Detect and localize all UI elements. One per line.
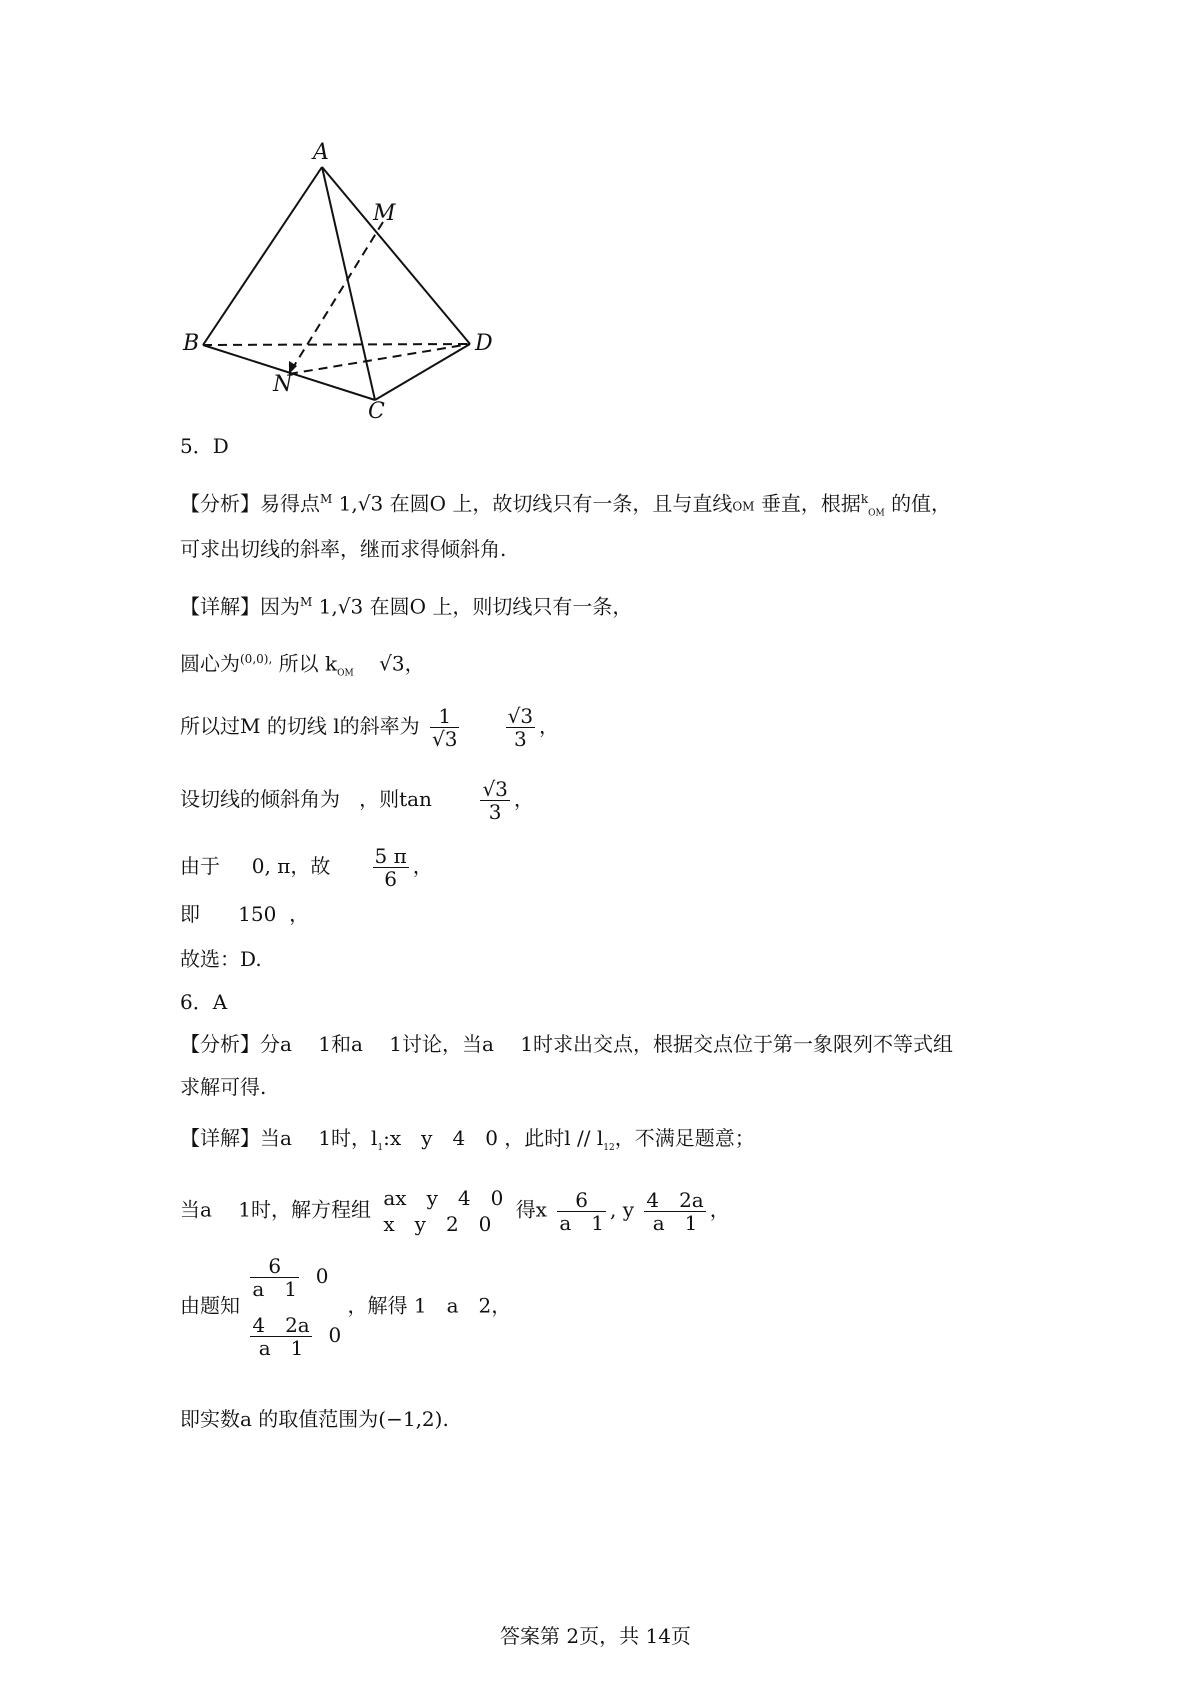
q5-center-k: k <box>324 651 338 676</box>
q5-angle-end: ， <box>513 787 534 811</box>
q6-analysis: 【分析】分a 1和a 1讨论，当a 1时求出交点，根据交点位于第一象限列不等式组 <box>180 1032 954 1056</box>
q5-slope-end: ， <box>539 714 560 738</box>
q5-center-prefix: 圆心为 <box>180 651 240 676</box>
q6-answer-val: (−1,2). <box>378 1407 449 1431</box>
q5-degree-end: ， <box>289 902 310 926</box>
q6-sys-y-den: a 1 <box>652 1210 698 1235</box>
q5-detail-rest: 在圆O 上，则切线只有一条， <box>369 594 633 619</box>
page-footer: 答案第 2页，共 14页 <box>500 1624 691 1648</box>
q6-detail-par-sub2: 2 <box>609 1143 615 1153</box>
edge-bd-dashed <box>203 344 470 345</box>
q5-detail-prefix: 【详解】因为 <box>180 594 300 619</box>
q5-detail <box>180 588 632 621</box>
q6-ineq1-num: 6 <box>250 1255 299 1278</box>
q5-range-val: 0, π，故 <box>251 854 331 878</box>
q6-sys-end: ， <box>709 1197 730 1222</box>
q6-ineq2-den: a 1 <box>258 1336 304 1360</box>
q5-slope-prefix: 所以过M 的切线 l的斜率为 <box>180 714 420 738</box>
q6-ineq-row2 <box>246 1314 341 1359</box>
q6-ineq-row1 <box>246 1255 341 1300</box>
q5-analysis-k: k <box>860 492 869 506</box>
q5-range-frac-den: 6 <box>384 867 398 891</box>
q5-choose: 故选：D. <box>180 947 262 971</box>
vertex-label-m: M <box>373 201 396 226</box>
q5-analysis-ksub: OM <box>868 508 885 519</box>
q6-detail <box>180 1124 755 1162</box>
edge-ab <box>203 167 322 345</box>
q5-slope-frac2-den: 3 <box>513 727 527 751</box>
q5-range-frac <box>373 845 409 890</box>
q5-angle-frac-den: 3 <box>488 800 502 824</box>
q6-ineq2-num: 4 2a <box>252 1313 310 1337</box>
q6-sys-y-num: 4 2a <box>646 1187 704 1212</box>
q6-detail-l: l <box>371 1126 378 1150</box>
segment-mn-dashed <box>289 222 383 374</box>
q6-sys-prefix: 当a 1时，解方程组 <box>180 1197 372 1222</box>
q6-ineq1-den: a 1 <box>252 1277 298 1301</box>
q5-angle-prefix: 设切线的倾斜角为 <box>180 787 340 811</box>
q5-center-val: (0,0), <box>240 652 273 666</box>
q6-inequality-system <box>246 1255 341 1359</box>
q6-ineq1-rel: 0 <box>315 1264 329 1288</box>
q6-sys-get: 得x <box>515 1197 547 1222</box>
q5-analysis-mid2: 垂直，根据 <box>760 491 861 516</box>
q5-analysis-om: OM <box>732 499 755 514</box>
q6-analysis-line2: 求解可得. <box>180 1075 267 1099</box>
q5-detail-point: 1,√3 <box>318 594 364 619</box>
q5-range-end: ， <box>412 854 433 878</box>
q6-detail-lsub: 1 <box>377 1143 384 1153</box>
q6-ineq-prefix: 由题知 <box>180 1293 240 1318</box>
q5-slope-frac1 <box>430 705 459 750</box>
q5-angle <box>180 778 534 823</box>
q5-detail-m: M <box>300 595 313 609</box>
q6-sys-comma: , y <box>609 1197 634 1222</box>
q6-title: 6．A <box>180 990 228 1014</box>
q5-angle-frac-num: √3 <box>482 777 508 801</box>
q5-center <box>180 645 425 688</box>
q5-center-mid: 所以 <box>278 651 319 676</box>
q5-analysis-prefix: 【分析】易得点 <box>180 491 320 516</box>
vertex-label-d: D <box>475 331 493 356</box>
q5-slope-frac2 <box>506 705 535 750</box>
q5-analysis-line2: 可求出切线的斜率，继而求得倾斜角. <box>180 537 507 561</box>
q5-analysis-m: M <box>320 492 333 506</box>
q5-range-prefix: 由于 <box>180 854 220 878</box>
q6-sys-y-frac <box>644 1189 705 1234</box>
q5-degree-prefix: 即 <box>180 902 200 926</box>
tetrahedron-figure <box>183 140 545 465</box>
q5-center-val2: √3， <box>379 651 425 676</box>
q6-detail-eq: :x y 4 0 <box>383 1126 498 1150</box>
q5-analysis-mid: 在圆O 上，故切线只有一条，且与直线 <box>389 491 733 516</box>
q6-equation-system <box>383 1185 503 1237</box>
q5-analysis <box>180 485 951 528</box>
q5-slope-frac1-den: √3 <box>431 727 458 751</box>
vertex-label-b: B <box>183 331 200 356</box>
q5-degree-val: 150 <box>238 902 277 926</box>
q6-inequalities <box>180 1255 511 1359</box>
q6-answer-prefix: 即实数a 的取值范围为 <box>180 1407 379 1431</box>
q5-slope <box>180 705 559 750</box>
q6-sys-row2: x y 2 0 <box>383 1212 492 1236</box>
q6-answer <box>180 1405 449 1433</box>
q6-ineq2-rel: 0 <box>328 1323 342 1347</box>
q5-angle-frac <box>480 778 509 823</box>
q5-angle-mid: ，则tan <box>359 787 432 811</box>
q5-range-frac-num: 5 π <box>374 844 407 868</box>
edge-ad <box>322 167 470 344</box>
q6-sys-x-num: 6 <box>557 1189 606 1212</box>
q6-sys-x-den: a 1 <box>559 1210 604 1235</box>
q5-degree <box>180 900 309 928</box>
q6-ineq-solve: ，解得 1 a 2， <box>347 1293 512 1318</box>
q5-slope-frac1-num: 1 <box>430 705 459 728</box>
q5-slope-frac2-num: √3 <box>507 704 534 728</box>
q6-detail-par: l // l <box>564 1126 604 1150</box>
q6-system <box>180 1185 730 1237</box>
q5-analysis-end: 的值， <box>891 491 952 516</box>
q5-title: 5．D <box>180 434 229 458</box>
q6-detail-prefix: 【详解】当a 1时， <box>180 1126 372 1150</box>
q5-center-ksub: OM <box>337 668 354 679</box>
q6-detail-mid: ，此时 <box>504 1126 565 1150</box>
q6-detail-end: ，不满足题意； <box>614 1126 755 1150</box>
vertex-label-a: A <box>313 140 329 165</box>
q5-range <box>180 845 433 890</box>
q5-analysis-point: 1,√3 <box>338 491 384 516</box>
q6-detail-par-sub1: 1 <box>603 1143 609 1153</box>
q6-sys-row1: ax y 4 0 <box>383 1186 504 1210</box>
vertex-label-c: C <box>368 399 385 424</box>
q6-sys-x-frac <box>557 1189 606 1234</box>
vertex-label-n: N <box>273 372 293 397</box>
